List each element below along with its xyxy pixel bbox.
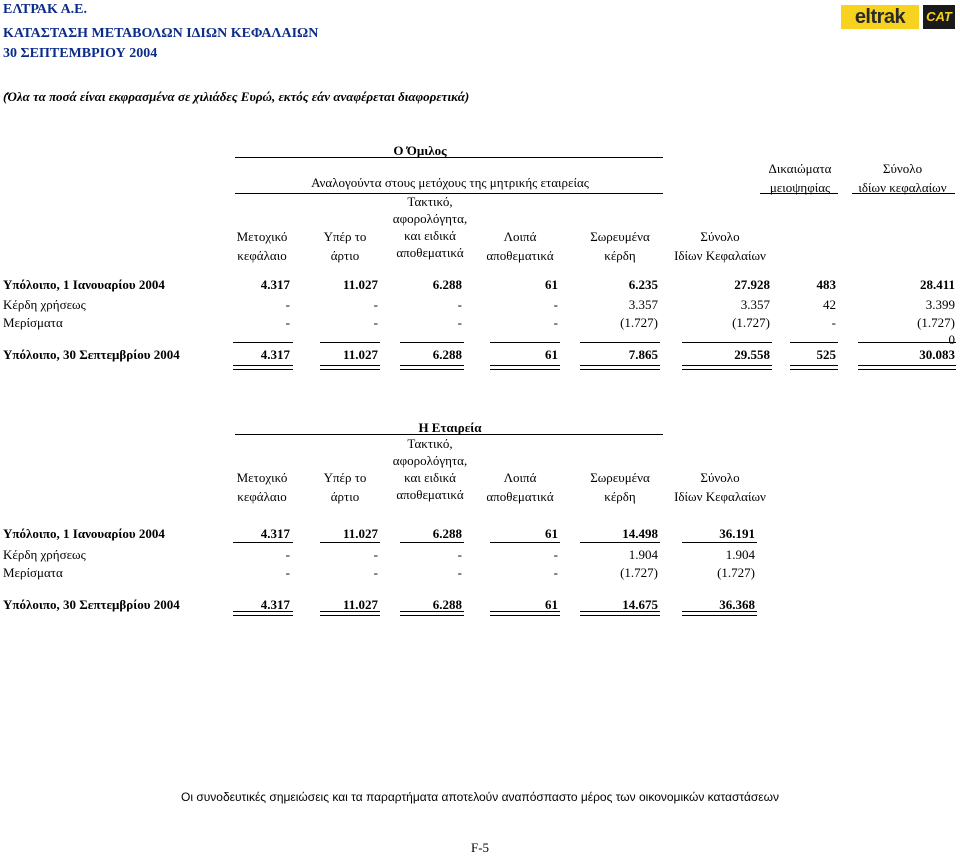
- total-double-rule: [790, 365, 838, 370]
- cell-value: -: [457, 297, 462, 312]
- cell-value: -: [553, 315, 558, 330]
- company-col-retained-earnings: Σωρευμένα κέρδη: [590, 470, 650, 504]
- subtotal-rule: [400, 342, 464, 343]
- cell-value: -: [373, 315, 378, 330]
- total-double-rule: [233, 611, 293, 616]
- total-double-rule: [858, 365, 956, 370]
- cell-value: -: [553, 297, 558, 312]
- cell-value: 6.235: [628, 277, 658, 292]
- cell-value: 4.317: [260, 526, 290, 541]
- cell-value: 11.027: [342, 597, 378, 612]
- company-col-total-equity: Σύνολο Ιδίων Κεφαλαίων: [674, 470, 766, 504]
- cell-value: (1.727): [620, 315, 658, 330]
- company-col-other-reserves: Λοιπά αποθεματικά: [486, 470, 554, 504]
- cell-value: 6.288: [432, 526, 462, 541]
- cell-value: (1.727): [620, 565, 658, 580]
- subtotal-rule: [682, 342, 772, 343]
- group-col-share-premium: Υπέρ το άρτιο: [323, 229, 367, 263]
- group-title: Ο Όμιλος: [393, 143, 447, 158]
- company-name: ΕΛΤΡΑΚ Α.Ε.: [3, 2, 88, 17]
- cell-value: 27.928: [734, 277, 770, 292]
- group-col-share-capital: Μετοχικό κεφάλαιο: [236, 229, 288, 263]
- cell-value: 14.675: [622, 597, 658, 612]
- cell-value: -: [373, 297, 378, 312]
- group-col-total-equity: Σύνολο Ιδίων Κεφαλαίων: [674, 229, 766, 263]
- cell-value: 4.317: [260, 277, 290, 292]
- total-double-rule: [320, 365, 380, 370]
- total-double-rule: [682, 365, 772, 370]
- cell-value: (1.727): [917, 315, 955, 330]
- cell-value: 3.357: [740, 297, 770, 312]
- row-label: Κέρδη χρήσεως: [3, 547, 86, 562]
- total-double-rule: [233, 365, 293, 370]
- total-double-rule: [682, 611, 757, 616]
- subtotal-rule: [858, 342, 956, 343]
- group-col-other-reserves: Λοιπά αποθεματικά: [486, 229, 554, 263]
- cell-value: 4.317: [260, 347, 290, 362]
- group-col-retained-earnings: Σωρευμένα κέρδη: [590, 229, 650, 263]
- cell-value: -: [285, 565, 290, 580]
- cell-value: 11.027: [342, 277, 378, 292]
- cell-value: 42: [823, 297, 836, 312]
- total-equity-header: Σύνολο ιδίων κεφαλαίων: [858, 161, 947, 195]
- subtotal-rule: [682, 542, 757, 543]
- cell-value: 6.288: [432, 277, 462, 292]
- subtotal-rule: [233, 542, 293, 543]
- company-col-share-premium: Υπέρ το άρτιο: [323, 470, 367, 504]
- parent-shareholders-header: Αναλογούντα στους μετόχους της μητρικής εταιρείας: [311, 175, 589, 190]
- subtotal-rule: [320, 342, 380, 343]
- company-col-share-capital: Μετοχικό κεφάλαιο: [236, 470, 288, 504]
- cell-value: (1.727): [717, 565, 755, 580]
- footer-note: Οι συνοδευτικές σημειώσεις και τα παραρτήματα αποτελούν αναπόσπαστο μέρος των οικονομικών καταστάσεων: [180, 790, 780, 804]
- cell-value: -: [285, 315, 290, 330]
- row-label: Μερίσματα: [3, 565, 63, 580]
- cell-value: 29.558: [734, 347, 770, 362]
- page-number: F-5: [470, 840, 490, 855]
- cell-value: 6.288: [432, 597, 462, 612]
- statement-title: ΚΑΤΑΣΤΑΣΗ ΜΕΤΑΒΟΛΩΝ ΙΔΙΩΝ ΚΕΦΑΛΑΙΩΝ: [3, 26, 319, 41]
- total-double-rule: [580, 611, 660, 616]
- row-label: Υπόλοιπο, 1 Ιανουαρίου 2004: [3, 277, 165, 292]
- row-label: Υπόλοιπο, 30 Σεπτεμβρίου 2004: [3, 347, 180, 362]
- subtotal-rule: [490, 342, 560, 343]
- table-row: [0, 314, 960, 332]
- total-double-rule: [490, 365, 560, 370]
- cell-value: -: [285, 547, 290, 562]
- subtotal-rule: [320, 542, 380, 543]
- row-label: Μερίσματα: [3, 315, 63, 330]
- cell-value: 36.368: [719, 597, 755, 612]
- cell-value: 525: [816, 347, 836, 362]
- cell-value: -: [373, 565, 378, 580]
- cell-value: (1.727): [732, 315, 770, 330]
- table-row: [0, 525, 960, 543]
- table-row: [0, 296, 960, 314]
- cell-value: 483: [816, 277, 836, 292]
- company-col-statutory-reserves: Τακτικό, αφορολόγητα, και ειδικά αποθεματικά: [392, 436, 468, 502]
- cell-value: 61: [545, 347, 558, 362]
- total-double-rule: [490, 611, 560, 616]
- table-row: [0, 596, 960, 614]
- cell-value: 30.083: [919, 347, 955, 362]
- subtotal-rule: [233, 342, 293, 343]
- total-double-rule: [400, 611, 464, 616]
- group-col-statutory-reserves: Τακτικό, αφορολόγητα, και ειδικά αποθεματικά: [392, 194, 468, 260]
- cell-value: 1.904: [628, 547, 658, 562]
- row-label: Υπόλοιπο, 30 Σεπτεμβρίου 2004: [3, 597, 180, 612]
- cell-value: -: [457, 547, 462, 562]
- cell-value: 36.191: [719, 526, 755, 541]
- cell-value: 3.357: [628, 297, 658, 312]
- cell-value: -: [553, 547, 558, 562]
- table-row: [0, 546, 960, 564]
- cell-value: -: [285, 297, 290, 312]
- cell-value: 61: [545, 277, 558, 292]
- cell-value: 28.411: [919, 277, 955, 292]
- subtotal-rule: [400, 542, 464, 543]
- eltrak-logo: eltrak: [841, 5, 919, 29]
- eltrak-cat-logo: [841, 5, 955, 29]
- cell-value: 3.399: [925, 297, 955, 312]
- cell-value: 1.904: [725, 547, 755, 562]
- total-double-rule: [320, 611, 380, 616]
- cell-value: 14.498: [622, 526, 658, 541]
- subtotal-rule: [490, 542, 560, 543]
- subtotal-rule: [580, 542, 660, 543]
- cell-value: -: [457, 315, 462, 330]
- cell-value: 4.317: [260, 597, 290, 612]
- cell-value: 11.027: [342, 347, 378, 362]
- cell-value: 61: [545, 597, 558, 612]
- total-double-rule: [580, 365, 660, 370]
- cell-value: -: [831, 315, 836, 330]
- subtotal-rule: [790, 342, 838, 343]
- amounts-note: (Όλα τα ποσά είναι εκφρασμένα σε χιλιάδες Ευρώ, εκτός εάν αναφέρεται διαφορετικά): [3, 89, 470, 104]
- table-row: [0, 346, 960, 364]
- table-row: [0, 564, 960, 582]
- cat-logo: CAT: [923, 5, 955, 29]
- total-double-rule: [400, 365, 464, 370]
- minority-header: Δικαιώματα μειοψηφίας: [768, 161, 832, 195]
- subtotal-rule: [580, 342, 660, 343]
- row-label: Υπόλοιπο, 1 Ιανουαρίου 2004: [3, 526, 165, 541]
- cell-value: 11.027: [342, 526, 378, 541]
- table-row: [0, 276, 960, 294]
- cell-value: 7.865: [628, 347, 658, 362]
- cell-value: 6.288: [432, 347, 462, 362]
- cell-value: -: [553, 565, 558, 580]
- cell-value: 0: [948, 332, 955, 347]
- cell-value: -: [457, 565, 462, 580]
- statement-date: 30 ΣΕΠΤΕΜΒΡΙΟΥ 2004: [3, 46, 158, 61]
- cell-value: -: [373, 547, 378, 562]
- company-title: Η Εταιρεία: [418, 420, 482, 435]
- row-label: Κέρδη χρήσεως: [3, 297, 86, 312]
- cell-value: 61: [545, 526, 558, 541]
